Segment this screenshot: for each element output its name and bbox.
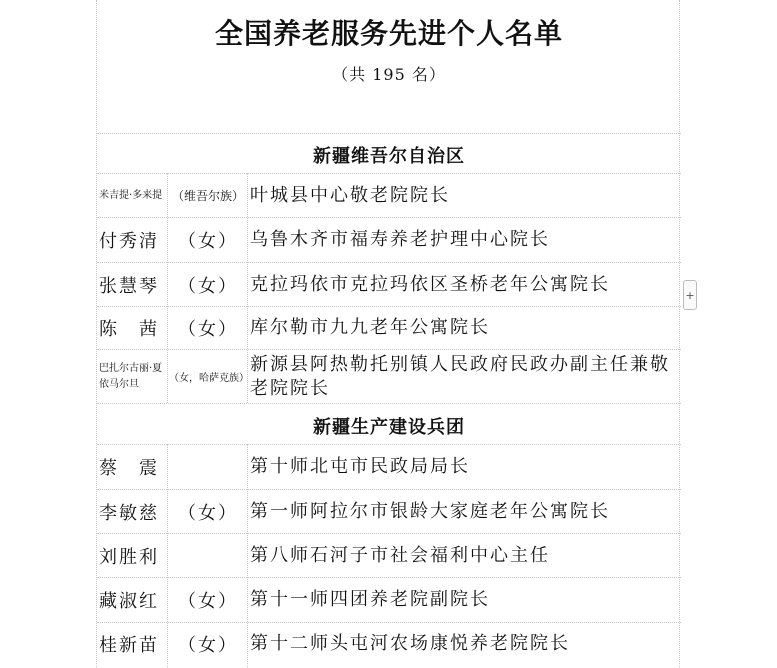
table-row bbox=[97, 263, 681, 306]
person-title: 第十一师四团养老院副院长 bbox=[250, 589, 490, 610]
person-note: （女） bbox=[178, 502, 238, 524]
table-row bbox=[97, 350, 681, 403]
table-divider bbox=[97, 133, 681, 134]
document-subtitle: （共 195 名） bbox=[332, 65, 446, 84]
person-name: 蔡 震 bbox=[99, 458, 159, 479]
person-title: 叶城县中心敬老院院长 bbox=[250, 184, 450, 206]
person-name: 巴扎尔古丽·夏依马尔旦 bbox=[99, 362, 163, 390]
person-note: （女） bbox=[178, 275, 238, 297]
person-name: 张慧琴 bbox=[99, 275, 159, 297]
person-note: （女） bbox=[178, 635, 238, 656]
table-row bbox=[97, 218, 681, 262]
person-title: 克拉玛依市克拉玛依区圣桥老年公寓院长 bbox=[250, 273, 610, 295]
table-row bbox=[97, 534, 681, 577]
person-name: 藏淑红 bbox=[99, 591, 159, 612]
person-name: 李敏慈 bbox=[99, 502, 159, 524]
person-name: 陈 茜 bbox=[99, 319, 159, 340]
table-row bbox=[97, 623, 681, 665]
table-row bbox=[97, 445, 681, 489]
document-title: 全国养老服务先进个人名单 bbox=[214, 17, 563, 50]
person-name: 刘胜利 bbox=[99, 546, 159, 568]
table-row bbox=[97, 490, 681, 533]
document-page bbox=[96, 0, 680, 668]
person-note: （女） bbox=[178, 319, 238, 340]
person-name: 付秀清 bbox=[99, 231, 159, 252]
person-note: （女，哈萨克族） bbox=[169, 373, 249, 384]
person-title: 第十二师头屯河农场康悦养老院院长 bbox=[250, 633, 570, 654]
person-title: 第一师阿拉尔市银龄大家庭老年公寓院长 bbox=[250, 500, 610, 522]
expand-button[interactable]: + bbox=[683, 280, 697, 310]
table-row bbox=[97, 307, 681, 349]
person-name: 米吉提·多来提 bbox=[99, 189, 163, 201]
person-note: （女） bbox=[178, 231, 238, 252]
person-name: 桂新苗 bbox=[99, 635, 159, 656]
person-note: （女） bbox=[178, 591, 238, 612]
person-title: 第十师北屯市民政局局长 bbox=[250, 456, 470, 477]
table-divider bbox=[97, 403, 681, 404]
person-note: （维吾尔族） bbox=[171, 189, 244, 203]
table-row bbox=[97, 174, 681, 217]
person-title: 库尔勒市九九老年公寓院长 bbox=[250, 317, 490, 338]
section-heading: 新疆维吾尔自治区 bbox=[313, 146, 465, 167]
person-title: 第八师石河子市社会福利中心主任 bbox=[250, 544, 550, 566]
table-row bbox=[97, 578, 681, 622]
person-title: 乌鲁木齐市福寿养老护理中心院长 bbox=[250, 229, 550, 250]
person-note bbox=[169, 445, 247, 489]
person-title: 新源县阿热勒托别镇人民政府民政办副主任兼敬老院院长 bbox=[250, 353, 670, 399]
person-note bbox=[169, 534, 247, 577]
section-heading: 新疆生产建设兵团 bbox=[313, 417, 465, 438]
